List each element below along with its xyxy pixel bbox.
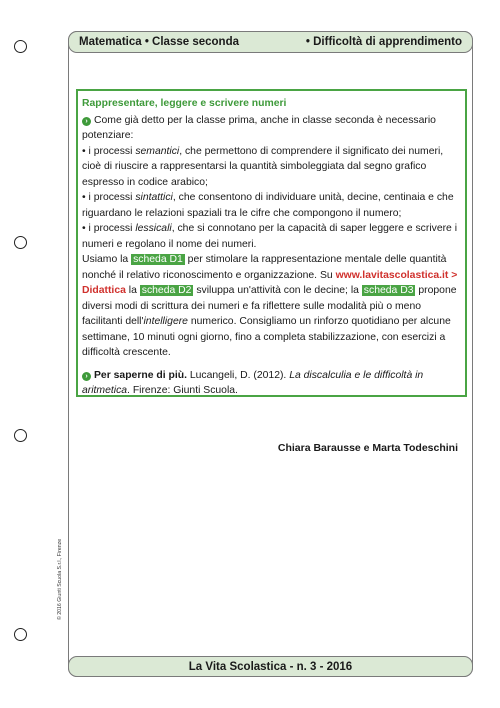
binder-hole-icon — [14, 40, 27, 53]
scheda-d1-label: scheda D1 — [133, 254, 183, 265]
arrow-circle-icon: › — [82, 372, 91, 381]
scheda-d3-label: scheda D3 — [363, 285, 414, 296]
author-signature: Chiara Barausse e Marta Todeschini — [277, 442, 458, 454]
schede-paragraph: Usiamo la scheda D1 per stimolare la rappresentazione mentale delle quantità nonché il relativo riconoscimento e organizzazione. Su www.lavitascolastica.it > Didattica la scheda D2 sviluppa un'attività con le decine; la scheda D3 propone diversi modi di scrittura dei numeri e fa riflettere sulle modalità più o meno facilitanti dell'intelligere numerico. Consigliamo un rinforzo quotidiano per alcune settimane, 10 minuti ogni giorno, fino a completa stabilizzazione, con esercizi a difficoltà crescente. — [82, 254, 458, 358]
binder-hole-icon — [14, 628, 27, 641]
article-body — [82, 96, 462, 399]
scheda-d2-label: scheda D2 — [141, 285, 192, 296]
bullet-semantici: • i processi semantici, che permettono di comprendere il significato dei numeri, cioè di riuscire a rappresentarsi la quantità simboleggiata dal segno grafico espresso in codice arabico; — [82, 145, 444, 188]
footer-issue: La Vita Scolastica - n. 3 - 2016 — [188, 660, 353, 673]
binder-hole-icon — [14, 429, 27, 442]
website-link[interactable]: www.lavitascolastica.it > Didattica — [82, 269, 458, 296]
header-topic: • Difficoltà di apprendimento — [305, 36, 462, 48]
header-subject: Matematica • Classe seconda — [79, 36, 239, 48]
page-header — [68, 31, 473, 53]
page-footer — [68, 656, 473, 677]
intro-paragraph: › Come già detto per la classe prima, anche in classe seconda è necessario potenziare: — [82, 114, 436, 141]
arrow-circle-icon: › — [82, 117, 91, 126]
copyright-notice: © 2016 Giunti Scuola S.r.l., Firenze — [57, 538, 63, 620]
binder-hole-icon — [14, 236, 27, 249]
reference-paragraph: › Per saperne di più. Lucangeli, D. (2012). La discalculia e le difficoltà in aritmetica. Firenze: Giunti Scuola. — [82, 369, 424, 396]
bullet-sintattici: • i processi sintattici, che consentono di individuare unità, decine, centinaia e che riguardano le relazioni spaziali tra le cifre che compongono il numero; — [82, 192, 454, 219]
bullet-lessicali: • i processi lessicali, che si connotano per la capacità di saper leggere e scrivere i numeri e regolano il nome dei numeri. — [82, 223, 458, 250]
section-title: Rappresentare, leggere e scrivere numeri — [82, 98, 287, 109]
